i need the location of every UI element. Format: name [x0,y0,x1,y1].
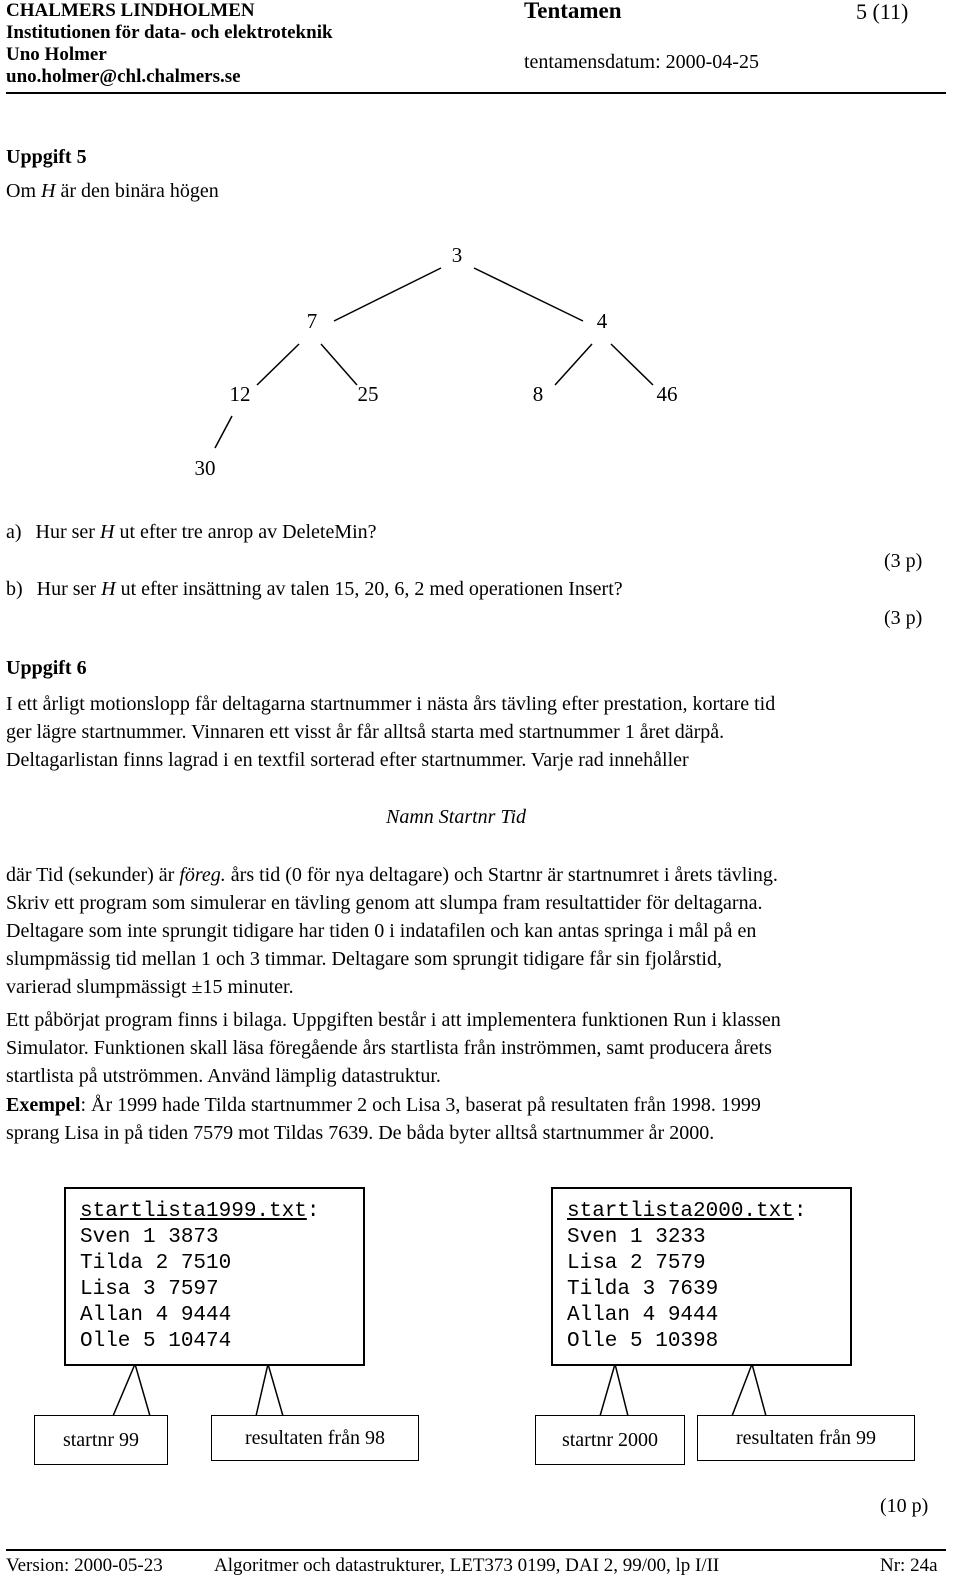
question-a: a) Hur ser H ut efter tre anrop av DeleteMin? [6,521,377,543]
file-title-2000: startlista2000.txt [567,1200,794,1223]
file-line: Allan 4 9444 [80,1304,232,1327]
heap-node-rl: 8 [532,381,544,406]
record-format: Namn Startnr Tid [386,806,527,828]
heap-node-right: 4 [596,308,608,333]
task6-p3-line1: Ett påbörjat program finns i bilaga. Uppgiften består i att implementera funktionen Run i klassen [6,1009,781,1031]
question-a-points: (3 p) [884,550,923,572]
task6-p1-line1: I ett årligt motionslopp får deltagarna startnummer i nästa års tävling efter prestation, kortare tid [6,693,776,715]
footer-nr: Nr: 24a [880,1555,938,1576]
file-title-1999: startlista1999.txt [80,1200,307,1223]
example-line1: Exempel: År 1999 hade Tilda startnummer 2 och Lisa 3, baserat på resultaten från 1998. 1999 [6,1094,761,1116]
heap-node-rr: 46 [656,381,678,406]
task6-p1-line3: Deltagarlistan finns lagrad i en textfil sorterad efter startnummer. Varje rad innehåller [6,749,689,771]
task5-intro: Om H är den binära högen [6,180,219,202]
task6-p3-line2: Simulator. Funktionen skall läsa föregående års startlista från inströmmen, samt producera årets [6,1037,772,1059]
author-name: Uno Holmer [6,44,107,65]
page-number: 5 (11) [856,0,909,24]
task6-p2-line4: slumpmässig tid mellan 1 och 3 timmar. Deltagare som sprungit tidigare får sin fjolårstid, [6,948,722,970]
heap-node-root: 3 [451,242,463,267]
exam-date: tentamensdatum: 2000-04-25 [524,51,759,73]
task6-p2-line1: där Tid (sekunder) är föreg. års tid (0 för nya deltagare) och Startnr är startnumret i årets tävling. [6,864,778,886]
edge-12-30 [215,416,232,448]
binary-heap-diagram [0,220,960,500]
footer-rule [6,1549,946,1551]
heap-node-left: 7 [306,308,318,333]
file-line: Sven 1 3233 [567,1226,706,1249]
callout-pointer-res99 [732,1364,766,1416]
callout-startnr-2000: startnr 2000 [535,1415,685,1465]
edge-4-46 [611,344,653,385]
author-email: uno.holmer@chl.chalmers.se [6,66,241,87]
callout-pointer-res98 [256,1364,283,1416]
file-box-1999: startlista1999.txt: Sven 1 3873 Tilda 2 7510 Lisa 3 7597 Allan 4 9444 Olle 5 10474 [64,1187,365,1366]
question-b: b) Hur ser H ut efter insättning av talen 15, 20, 6, 2 med operationen Insert? [6,578,623,600]
institution-name: Institutionen för data- och elektroteknik [6,22,333,43]
task6-heading: Uppgift 6 [6,657,87,679]
file-line: Lisa 2 7579 [567,1252,706,1275]
callout-pointer-startnr2000 [600,1364,628,1416]
exam-title: Tentamen [524,0,622,23]
file-line: Sven 1 3873 [80,1226,219,1249]
question-b-points: (3 p) [884,607,923,629]
file-line: Allan 4 9444 [567,1304,719,1327]
example-line2: sprang Lisa in på tiden 7579 mot Tildas 7639. De båda byter alltså startnummer år 2000. [6,1122,715,1144]
heap-node-ll: 12 [229,381,251,406]
task6-p1-line2: ger lägre startnummer. Vinnaren ett visst år får alltså starta med startnummer 1 året därpå. [6,721,725,743]
task6-p2-line5: varierad slumpmässigt ±15 minuter. [6,976,294,998]
task6-p2-line2: Skriv ett program som simulerar en tävling genom att slumpa fram resultattider för deltagarna. [6,892,763,914]
file-line: Olle 5 10474 [80,1330,232,1353]
callout-results-98: resultaten från 98 [211,1415,419,1461]
callout-connectors [0,1360,960,1420]
file-line: Olle 5 10398 [567,1330,719,1353]
edge-7-12 [257,344,299,385]
heap-node-lr: 25 [357,381,379,406]
file-box-2000: startlista2000.txt: Sven 1 3233 Lisa 2 7579 Tilda 3 7639 Allan 4 9444 Olle 5 10398 [551,1187,852,1366]
edge-4-8 [555,344,592,385]
footer-course: Algoritmer och datastrukturer, LET373 0199, DAI 2, 99/00, lp I/II [214,1555,720,1576]
callout-results-99: resultaten från 99 [697,1415,915,1461]
edge-3-4 [474,268,583,321]
file-line: Tilda 3 7639 [567,1278,719,1301]
task5-heading: Uppgift 5 [6,146,87,168]
file-line: Lisa 3 7597 [80,1278,219,1301]
file-line: Tilda 2 7510 [80,1252,232,1275]
task6-p3-line3: startlista på utströmmen. Använd lämplig datastruktur. [6,1065,441,1087]
edge-3-7 [334,268,441,321]
callout-startnr-99: startnr 99 [34,1415,168,1465]
edge-7-25 [321,344,357,385]
school-name: CHALMERS LINDHOLMEN [6,0,255,21]
callout-pointer-startnr99 [113,1364,150,1416]
header-rule [6,92,946,94]
footer-version: Version: 2000-05-23 [6,1555,163,1576]
heap-node-lll: 30 [194,455,216,480]
task6-points: (10 p) [880,1495,929,1517]
task6-p2-line3: Deltagare som inte sprungit tidigare har tiden 0 i indatafilen och kan antas springa i mål på en [6,920,757,942]
